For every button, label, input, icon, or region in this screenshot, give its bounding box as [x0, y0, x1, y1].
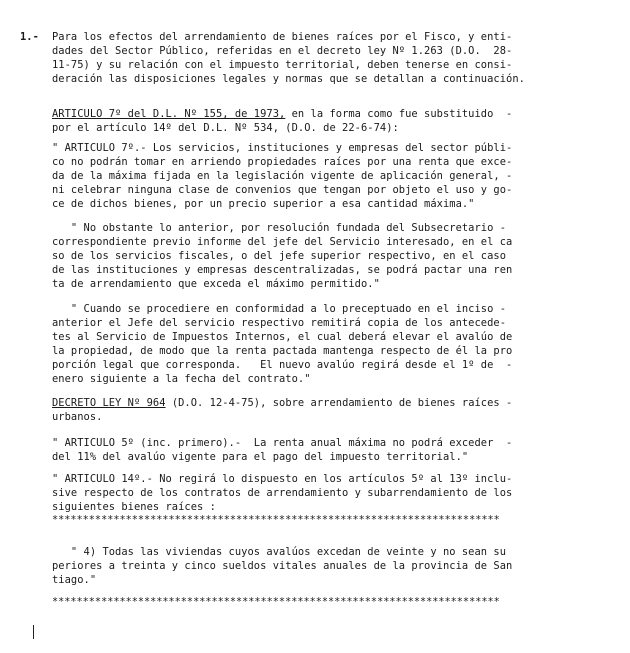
intro-line: dades del Sector Público, referidas en el decreto ley Nº 1.263 (D.O. 28- — [52, 45, 513, 57]
item4-line: periores a treinta y cinco sueldos vitales anuales de la provincia de San — [52, 560, 513, 572]
item4-line: tiago." — [52, 574, 97, 586]
art14-line: siguientes bienes raíces : — [52, 501, 216, 513]
art7-p3-line: " Cuando se procediere en conformidad a lo preceptuado en el inciso - — [52, 303, 507, 315]
art7-p3-line: la propiedad, de modo que la renta pactada mantenga respecto de él la pro — [52, 345, 513, 357]
dl964-heading-rest: (D.O. 12-4-75), sobre arrendamiento de bienes raíces - — [165, 397, 513, 409]
art14-line: sive respecto de los contratos de arrendamiento y subarrendamiento de los — [52, 487, 513, 499]
art7-p2-line: ta de arrendamiento que exceda el máximo permitido." — [52, 278, 380, 290]
art7-heading-rest: en la forma como fue substituido - — [285, 108, 513, 120]
art7-p3-line: tes al Servicio de Impuestos Internos, el cual deberá elevar el avalúo de — [52, 331, 513, 343]
art7-heading-line2: por el artículo 14º del D.L. Nº 534, (D.O. de 22-6-74): — [52, 122, 399, 134]
art7-p2-line: " No obstante lo anterior, por resolución fundada del Subsecretario - — [52, 222, 507, 234]
art7-p3-line: enero siguiente a la fecha del contrato." — [52, 373, 311, 385]
dl964-heading-line2: urbanos. — [52, 411, 103, 423]
art5-line: " ARTICULO 5º (inc. primero).- La renta anual máxima no podrá exceder - — [52, 437, 513, 449]
art7-p1-line: co no podrán tomar en arriendo propiedades raíces por una renta que exce- — [52, 156, 513, 168]
intro-line: 11-75) y su relación con el impuesto territorial, deben tenerse en consi- — [52, 59, 513, 71]
separator-line: ************************************************************************* — [52, 515, 500, 526]
dl964-heading-underlined: DECRETO LEY Nº 964 — [52, 397, 166, 409]
art5-line: del 11% del avalúo vigente para el pago del impuesto territorial." — [52, 451, 469, 463]
art7-heading-underlined: ARTICULO 7º del D.L. Nº 155, de 1973, — [52, 108, 286, 120]
art7-p1-line: ce de dichos bienes, por un precio superior a esa cantidad máxima." — [52, 198, 475, 210]
intro-line: Para los efectos del arrendamiento de bienes raíces por el Fisco, y enti- — [52, 31, 513, 43]
art7-p2-line: correspondiente previo informe del jefe del Servicio interesado, en el ca — [52, 236, 513, 248]
art14-line: " ARTICULO 14º.- No regirá lo dispuesto en los artículos 5º al 13º inclu- — [52, 473, 513, 485]
art7-p1-line: " ARTICULO 7º.- Los servicios, instituciones y empresas del sector públi- — [52, 142, 513, 154]
art7-p2-line: de las instituciones y empresas descentralizadas, se podrá pactar una ren — [52, 264, 513, 276]
dl964-heading — [52, 396, 512, 410]
item4-line: " 4) Todas las viviendas cuyos avalúos excedan de veinte y no sean su — [52, 546, 507, 558]
item-number: 1.- — [20, 31, 39, 43]
art7-p3-line: anterior el Jefe del servicio respectivo remitirá copia de los antecede- — [52, 317, 507, 329]
separator-line: ************************************************************************* — [52, 597, 500, 608]
art7-p3-line: porción legal que corresponda. El nuevo avalúo regirá desde el 1º de - — [52, 359, 513, 371]
art7-p2-line: so de los servicios fiscales, o del jefe superior respectivo, en el caso — [52, 250, 507, 262]
art7-heading — [52, 107, 512, 121]
text-cursor — [33, 625, 34, 639]
intro-line: deración las disposiciones legales y normas que se detallan a continuación. — [52, 73, 525, 85]
art7-p1-line: da de la máxima fijada en la legislación vigente de aplicación general, - — [52, 170, 513, 182]
art7-p1-line: ni celebrar ninguna clase de convenios que tengan por objeto el uso y go- — [52, 184, 513, 196]
